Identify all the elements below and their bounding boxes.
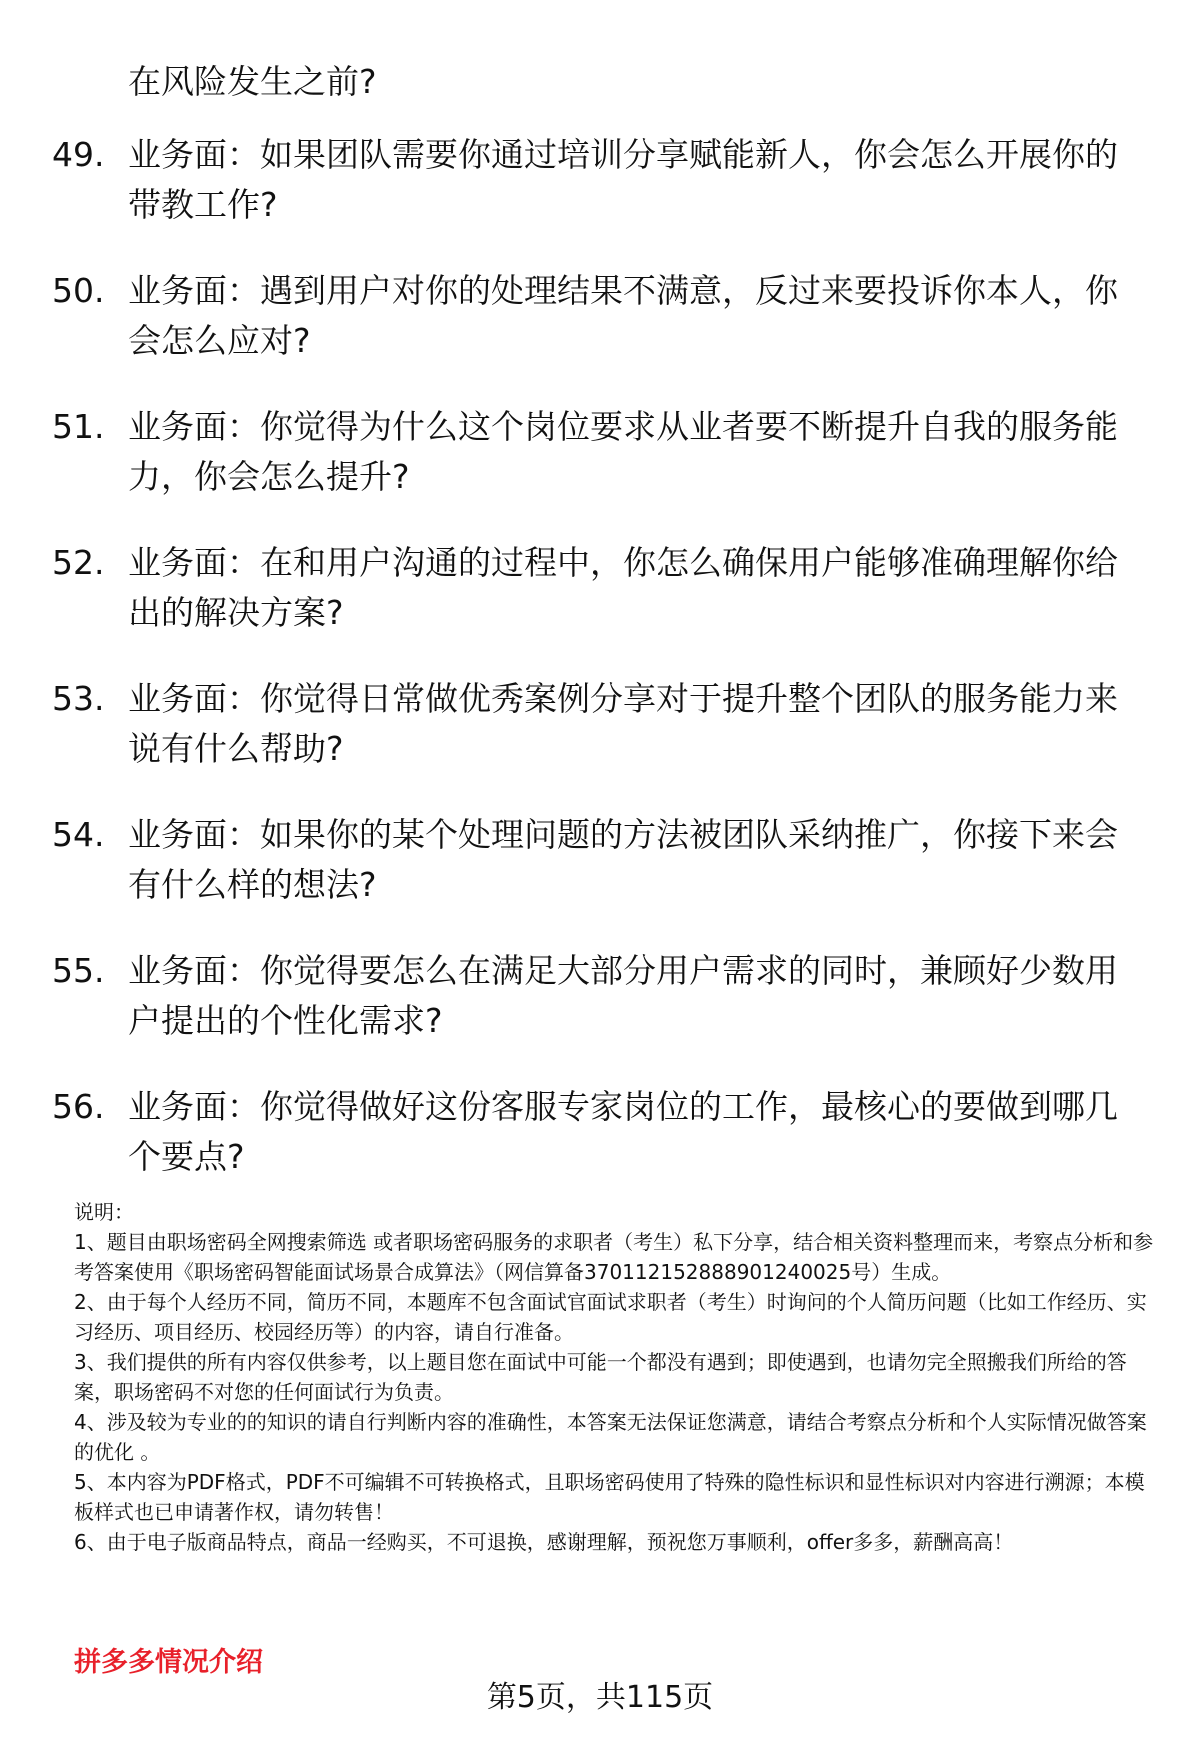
question-item (52, 538, 1162, 638)
question-item (52, 810, 1162, 910)
question-item (52, 946, 1162, 1046)
note-item: 4、涉及较为专业的的知识的请自行判断内容的准确性，本答案无法保证您满意，请结合考察点分析和个人实际情况做答案的优化 。 (74, 1410, 1147, 1464)
question-number: 55. (52, 951, 105, 990)
question-item (52, 1082, 1162, 1182)
question-item (52, 674, 1162, 774)
question-item (52, 266, 1162, 366)
note-item: 5、本内容为PDF格式，PDF不可编辑不可转换格式，且职场密码使用了特殊的隐性标识和显性标识对内容进行溯源；本模板样式也已申请著作权，请勿转售！ (74, 1470, 1145, 1524)
question-number: 53. (52, 679, 105, 718)
notes-heading: 说明： (74, 1200, 134, 1224)
question-item (52, 130, 1162, 230)
question-item (52, 402, 1162, 502)
question-number: 54. (52, 815, 105, 854)
question-text: 业务面：你觉得为什么这个岗位要求从业者要不断提升自我的服务能力，你会怎么提升? (128, 407, 1118, 496)
question-text: 业务面：你觉得要怎么在满足大部分用户需求的同时，兼顾好少数用户提出的个性化需求? (128, 951, 1118, 1040)
note-item: 1、题目由职场密码全网搜索筛选 或者职场密码服务的求职者（考生）私下分享，结合相关资料整理而来，考察点分析和参考答案使用《职场密码智能面试场景合成算法》（网信算备370112152888901240025号）生成。 (74, 1230, 1154, 1284)
page-number: 第5页，共115页 (486, 1680, 714, 1715)
question-number: 51. (52, 407, 105, 446)
question-list (52, 130, 1162, 1218)
question-number: 50. (52, 271, 105, 310)
question-text: 业务面：遇到用户对你的处理结果不满意，反过来要投诉你本人，你会怎么应对? (128, 271, 1118, 360)
question-text: 业务面：如果团队需要你通过培训分享赋能新人，你会怎么开展你的带教工作? (128, 135, 1118, 224)
question-number: 52. (52, 543, 105, 582)
notes-section (74, 1197, 1160, 1557)
question-text: 业务面：你觉得日常做优秀案例分享对于提升整个团队的服务能力来说有什么帮助? (128, 679, 1118, 768)
question-text: 业务面：你觉得做好这份客服专家岗位的工作，最核心的要做到哪几个要点? (128, 1087, 1118, 1176)
note-item: 2、由于每个人经历不同，简历不同，本题库不包含面试官面试求职者（考生）时询问的个人简历问题（比如工作经历、实习经历、项目经历、校园经历等）的内容，请自行准备。 (74, 1290, 1147, 1344)
question-continuation: 在风险发生之前? (128, 62, 377, 101)
pdd-intro-link[interactable]: 拼多多情况介绍 (74, 1647, 263, 1678)
note-item: 3、我们提供的所有内容仅供参考，以上题目您在面试中可能一个都没有遇到；即使遇到，也请勿完全照搬我们所给的答案，职场密码不对您的任何面试行为负责。 (74, 1350, 1127, 1404)
question-text: 业务面：如果你的某个处理问题的方法被团队采纳推广，你接下来会有什么样的想法? (128, 815, 1118, 904)
note-item: 6、由于电子版商品特点，商品一经购买，不可退换，感谢理解，预祝您万事顺利，offer多多，薪酬高高！ (74, 1530, 1014, 1554)
question-number: 49. (52, 135, 105, 174)
question-number: 56. (52, 1087, 105, 1126)
question-text: 业务面：在和用户沟通的过程中，你怎么确保用户能够准确理解你给出的解决方案? (128, 543, 1118, 632)
